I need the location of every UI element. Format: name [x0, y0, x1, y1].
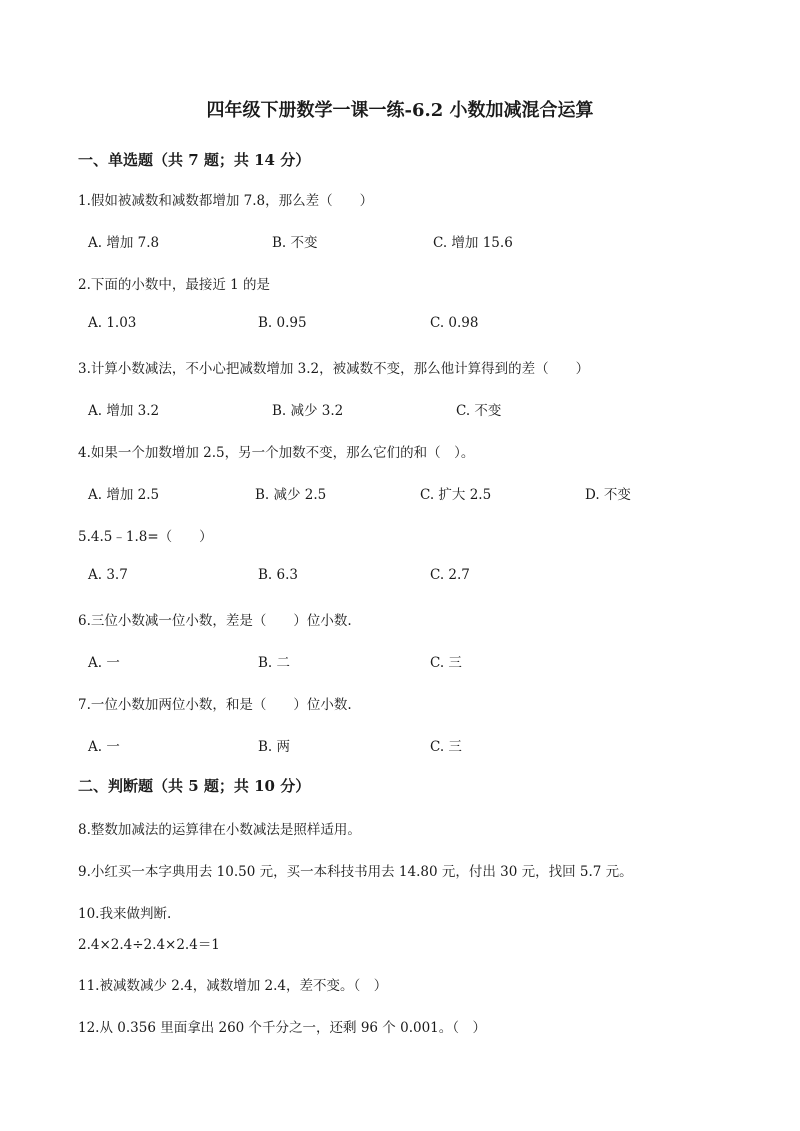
question-10: 10.我来做判断.: [78, 906, 172, 922]
question-1: 1.假如被减数和减数都增加 7.8，那么差（ ）: [78, 193, 374, 209]
question-8: 8.整数加减法的运算律在小数减法是照样适用。: [78, 822, 361, 838]
q1-option-b: B. 不变: [272, 235, 318, 251]
q2-option-a: A. 1.03: [88, 315, 137, 331]
q7-option-b: B. 两: [258, 739, 291, 755]
q6-option-a: A. 一: [88, 655, 120, 671]
question-7: 7.一位小数加两位小数，和是（ ）位小数.: [78, 697, 352, 713]
q3-option-b: B. 减少 3.2: [272, 403, 344, 419]
q3-option-a: A. 增加 3.2: [88, 403, 160, 419]
q1-option-c: C. 增加 15.6: [433, 235, 513, 251]
question-2: 2.下面的小数中，最接近 1 的是: [78, 277, 271, 293]
question-11: 11.被减数减少 2.4，减数增加 2.4，差不变。（ ）: [78, 978, 388, 994]
q7-option-a: A. 一: [88, 739, 120, 755]
section-heading-true-false: 二、判断题（共 5 题；共 10 分）: [78, 777, 311, 795]
question-4: 4.如果一个加数增加 2.5，另一个加数不变，那么它们的和（ ）。: [78, 445, 475, 461]
question-6: 6.三位小数减一位小数，差是（ ）位小数.: [78, 613, 352, 629]
q7-option-c: C. 三: [430, 739, 462, 755]
page-title: 四年级下册数学一课一练-6.2 小数加减混合运算: [206, 100, 594, 121]
q3-option-c: C. 不变: [456, 403, 502, 419]
q4-option-a: A. 增加 2.5: [88, 487, 160, 503]
section-heading-single-choice: 一、单选题（共 7 题；共 14 分）: [78, 151, 311, 169]
q5-option-c: C. 2.7: [430, 567, 470, 583]
q1-option-a: A. 增加 7.8: [88, 235, 160, 251]
question-12: 12.从 0.356 里面拿出 260 个千分之一，还剩 96 个 0.001。（ ）: [78, 1020, 486, 1036]
q5-option-b: B. 6.3: [258, 567, 298, 583]
question-3: 3.计算小数减法，不小心把减数增加 3.2，被减数不变，那么他计算得到的差（ ）: [78, 361, 590, 377]
q2-option-b: B. 0.95: [258, 315, 307, 331]
question-5: 5.4.5﹣1.8=（ ）: [78, 529, 213, 545]
q4-option-d: D. 不变: [585, 487, 631, 503]
question-10-expression: 2.4×2.4÷2.4×2.4＝1: [78, 937, 220, 953]
q4-option-b: B. 减少 2.5: [255, 487, 327, 503]
q2-option-c: C. 0.98: [430, 315, 479, 331]
q5-option-a: A. 3.7: [88, 567, 128, 583]
q4-option-c: C. 扩大 2.5: [420, 487, 492, 503]
question-9: 9.小红买一本字典用去 10.50 元，买一本科技书用去 14.80 元，付出 30 元，找回 5.7 元。: [78, 864, 633, 880]
q6-option-c: C. 三: [430, 655, 462, 671]
q6-option-b: B. 二: [258, 655, 291, 671]
